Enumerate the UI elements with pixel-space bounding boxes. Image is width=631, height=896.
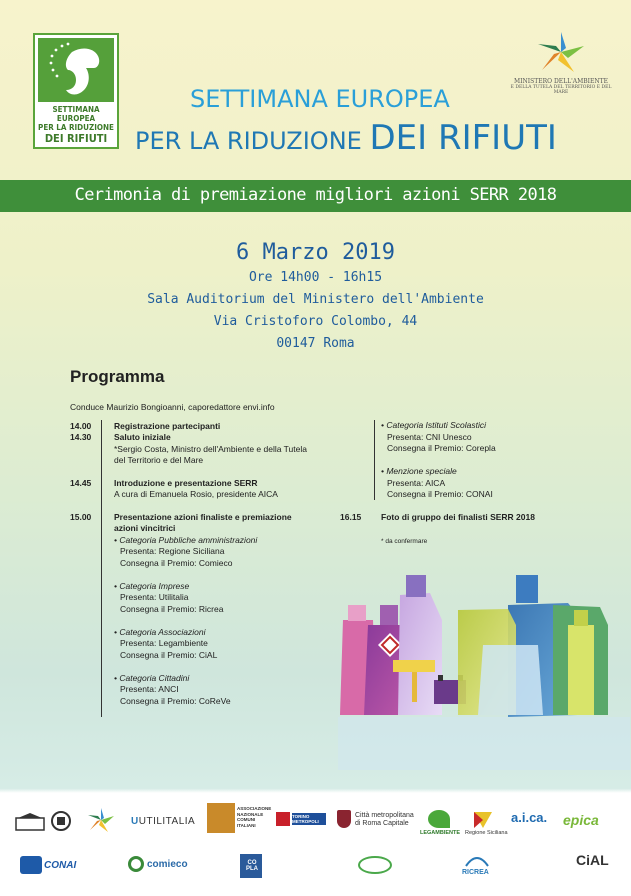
ministry-star-icon [536,30,586,74]
aica-text: a.i.ca. [511,810,548,825]
ministry-name-2: E DELLA TUTELA DEL TERRITORIO E DEL MARE [510,85,612,95]
cat-associazioni-consegna: Consegna il Premio: CiAL [120,650,218,660]
cat-associazioni: • Categoria Associazioni [114,627,206,637]
ministry-small-logo [86,806,116,834]
comieco-text: comieco [147,859,188,870]
cat-imprese-consegna: Consegna il Premio: Ricrea [120,604,224,614]
tbc-note: * da confermare [381,538,428,545]
title-line1: SETTIMANA EUROPEA [190,85,450,113]
aica-logo [511,810,547,825]
event-city: 00147 Roma [276,336,355,351]
roma-text-1: Città metropolitana [355,812,414,819]
serr-hand-emblem [38,38,114,102]
cat-menzione-consegna: Consegna il Premio: CONAI [387,489,493,499]
cat-imprese: • Categoria Imprese [114,581,190,591]
host-line: Conduce Maurizio Bongioanni, caporedattore envi.info [70,402,275,412]
sicilia-text: Regione Siciliana [465,830,508,836]
cat-cittadini-presenta: Presenta: ANCI [120,684,179,694]
presentation-2: azioni vincitrici [114,523,176,533]
cat-menzione: • Menzione speciale [381,466,457,476]
cial-logo [576,852,609,868]
utilitalia-logo: UUTILITALIA [131,816,196,827]
schedule-divider-right [374,420,375,500]
serr-logo-line3: DEI RIFIUTI [44,132,108,145]
time-1445: 14.45 [70,478,92,488]
conai-text: CONAI [44,860,77,871]
serr-logo-text [35,105,117,145]
coreve-logo [358,856,392,874]
roma-text-2: di Roma Capitale [355,820,409,827]
schedule-divider-left [101,420,102,717]
group-photo: Foto di gruppo dei finalisti SERR 2018 [381,512,535,522]
ricrea-text: RICREA [462,869,489,876]
title-line2 [135,118,605,158]
heritage-logo [50,810,72,832]
cat-scuole-presenta: Presenta: CNI Unesco [387,432,472,442]
event-venue: Sala Auditorium del Ministero dell'Ambiente [147,292,484,307]
cat-menzione-presenta: Presenta: AICA [387,478,446,488]
time-1430: 14.30 [70,432,92,442]
title-line2b: DEI RIFIUTI [369,118,557,158]
unesco-logo [15,812,45,832]
utilitalia-text: UTILITALIA [138,816,196,827]
greeting: Saluto iniziale [114,432,171,442]
greeting-speaker-1: *Sergio Costa, Ministro dell'Ambiente e della Tutela [114,444,307,454]
legambiente-logo [428,810,450,828]
ceremony-banner [0,180,631,212]
cat-associazioni-presenta: Presenta: Legambiente [120,638,208,648]
time-1615: 16.15 [340,512,362,522]
torino-text: TORINO METROPOLI [292,814,319,824]
ministry-logo [505,30,617,95]
recycling-bottles-illustration [338,565,630,770]
event-street: Via Cristoforo Colombo, 44 [213,314,418,329]
cat-pubbliche: • Categoria Pubbliche amministrazioni [114,535,258,545]
title-line2a: PER LA RIDUZIONE [135,127,362,155]
anci-text: ASSOCIAZIONE NAZIONALE COMUNI ITALIANI [237,806,272,828]
sicilia-logo [472,810,494,830]
epica-logo [563,812,599,828]
greeting-speaker-2: del Territorio e del Mare [114,455,204,465]
serr-logo-line2: PER LA RIDUZIONE [38,123,114,132]
copla-text: CO PLA [246,860,258,872]
event-date: 6 Marzo 2019 [236,240,395,265]
cat-cittadini-consegna: Consegna il Premio: CoReVe [120,696,231,706]
introduction-speaker: A cura di Emanuela Rosio, presidente AICA [114,489,278,499]
cat-scuole: • Categoria Istituti Scolastici [381,420,487,430]
epica-text: epica [563,812,599,828]
cat-imprese-presenta: Presenta: Utilitalia [120,592,189,602]
serr-logo-line1: SETTIMANA EUROPEA [52,105,100,123]
roma-logo [337,810,351,828]
roma-text [355,812,414,828]
serr-logo [33,33,119,149]
cat-cittadini: • Categoria Cittadini [114,673,190,683]
time-1400: 14.00 [70,421,92,431]
comieco-logo [128,856,144,872]
ricrea-logo [464,854,490,868]
legambiente-text: LEGAMBIENTE [420,830,461,836]
cat-scuole-consegna: Consegna il Premio: Corepla [387,443,496,453]
conai-logo [20,856,42,874]
presentation-1: Presentazione azioni finaliste e premiazione [114,512,292,522]
cial-text: CiAL [576,852,609,868]
ceremony-banner-text: Cerimonia di premiazione migliori azioni SERR 2018 [74,185,557,205]
registration: Registrazione partecipanti [114,421,221,431]
anci-logo [207,803,235,833]
cat-pubbliche-consegna: Consegna il Premio: Comieco [120,558,233,568]
cat-pubbliche-presenta: Presenta: Regione Siciliana [120,546,225,556]
introduction: Introduzione e presentazione SERR [114,478,258,488]
ministry-name-1: MINISTERO DELL'AMBIENTE [513,78,609,85]
programma-heading: Programma [70,367,165,386]
event-time: Ore 14h00 - 16h15 [248,270,383,285]
time-1500: 15.00 [70,512,92,522]
